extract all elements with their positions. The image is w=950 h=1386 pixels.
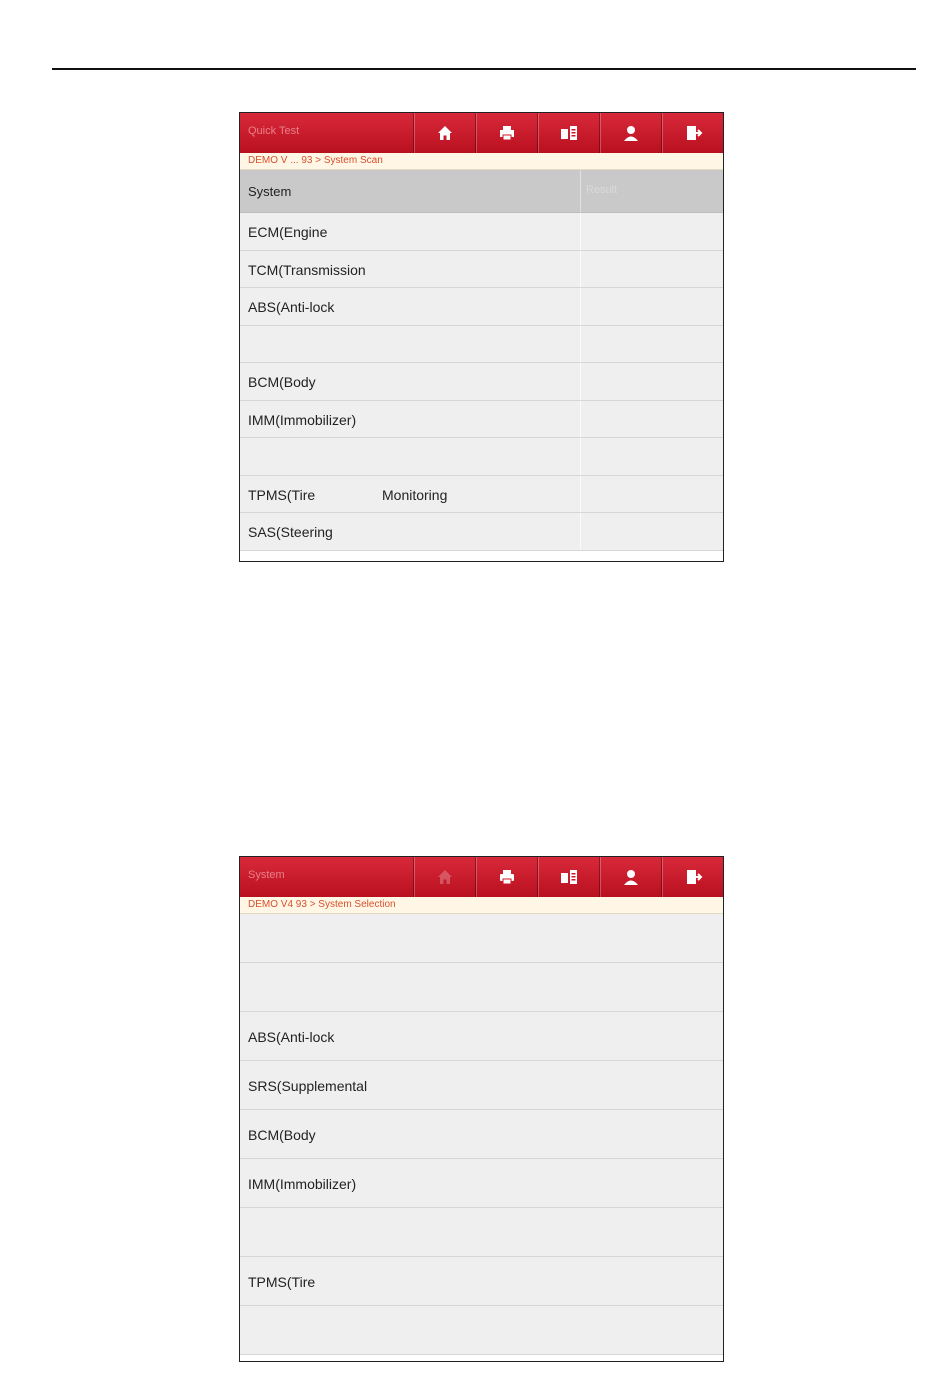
column-divider — [580, 251, 581, 288]
feedback-icon — [559, 123, 579, 143]
system-name: TPMS(Tire — [248, 486, 316, 503]
system-row[interactable] — [240, 1110, 723, 1159]
print-icon — [497, 123, 517, 143]
exit-icon — [683, 123, 703, 143]
screen-title: Quick Test — [248, 125, 300, 137]
user-button[interactable] — [599, 857, 661, 897]
system-scan-screen — [239, 112, 724, 562]
home-button[interactable] — [413, 857, 475, 897]
user-icon — [621, 867, 641, 887]
system-name: TPMS(Tire — [248, 1274, 316, 1290]
exit-button[interactable] — [661, 113, 723, 153]
print-button[interactable] — [475, 857, 537, 897]
system-row[interactable] — [240, 914, 723, 963]
toolbar — [413, 113, 723, 153]
screen-title: System — [248, 869, 285, 881]
print-icon — [497, 867, 517, 887]
system-name: ECM(Engine — [248, 224, 328, 240]
system-row[interactable] — [240, 251, 723, 289]
feedback-button[interactable] — [537, 857, 599, 897]
system-row[interactable] — [240, 363, 723, 401]
top-bar — [240, 113, 723, 153]
system-row[interactable] — [240, 326, 723, 364]
print-button[interactable] — [475, 113, 537, 153]
system-row[interactable] — [240, 1306, 723, 1355]
system-row[interactable] — [240, 476, 723, 514]
system-name: SAS(Steering — [248, 524, 333, 540]
system-row[interactable] — [240, 513, 723, 551]
top-bar — [240, 857, 723, 897]
system-column-header: System — [248, 184, 292, 199]
breadcrumb: DEMO V ... 93 > System Scan — [240, 153, 723, 170]
system-name: ABS(Anti-lock — [248, 1029, 335, 1045]
home-icon — [435, 123, 455, 143]
exit-button[interactable] — [661, 857, 723, 897]
column-divider — [580, 170, 581, 212]
column-divider — [580, 476, 581, 513]
system-name: TCM(Transmission — [248, 261, 366, 278]
column-divider — [580, 438, 581, 475]
breadcrumb: DEMO V4 93 > System Selection — [240, 897, 723, 914]
home-button[interactable] — [413, 113, 475, 153]
feedback-icon — [559, 867, 579, 887]
feedback-button[interactable] — [537, 113, 599, 153]
system-row[interactable] — [240, 1208, 723, 1257]
status-column-header: Result — [586, 184, 618, 196]
system-name: BCM(Body — [248, 1127, 316, 1143]
user-icon — [621, 123, 641, 143]
system-row[interactable] — [240, 1159, 723, 1208]
system-name: ABS(Anti-lock — [248, 299, 335, 315]
system-name-continued: Monitoring — [382, 486, 448, 503]
list-header — [240, 170, 723, 213]
system-name: IMM(Immobilizer) — [248, 1176, 357, 1192]
system-name: IMM(Immobilizer) — [248, 411, 357, 428]
home-icon — [435, 867, 455, 887]
column-divider — [580, 401, 581, 438]
system-row[interactable] — [240, 288, 723, 326]
system-name: SRS(Supplemental — [248, 1078, 368, 1094]
system-row[interactable] — [240, 1012, 723, 1061]
page-top-rule — [52, 68, 916, 70]
column-divider — [580, 363, 581, 400]
system-row[interactable] — [240, 1061, 723, 1110]
system-row[interactable] — [240, 1257, 723, 1306]
system-selection-screen — [239, 856, 724, 1362]
column-divider — [580, 213, 581, 250]
system-row[interactable] — [240, 438, 723, 476]
system-name: BCM(Body — [248, 374, 316, 390]
system-row[interactable] — [240, 963, 723, 1012]
system-row[interactable] — [240, 401, 723, 439]
column-divider — [580, 513, 581, 550]
system-row[interactable] — [240, 213, 723, 251]
column-divider — [580, 326, 581, 363]
column-divider — [580, 288, 581, 325]
exit-icon — [683, 867, 703, 887]
toolbar — [413, 857, 723, 897]
user-button[interactable] — [599, 113, 661, 153]
